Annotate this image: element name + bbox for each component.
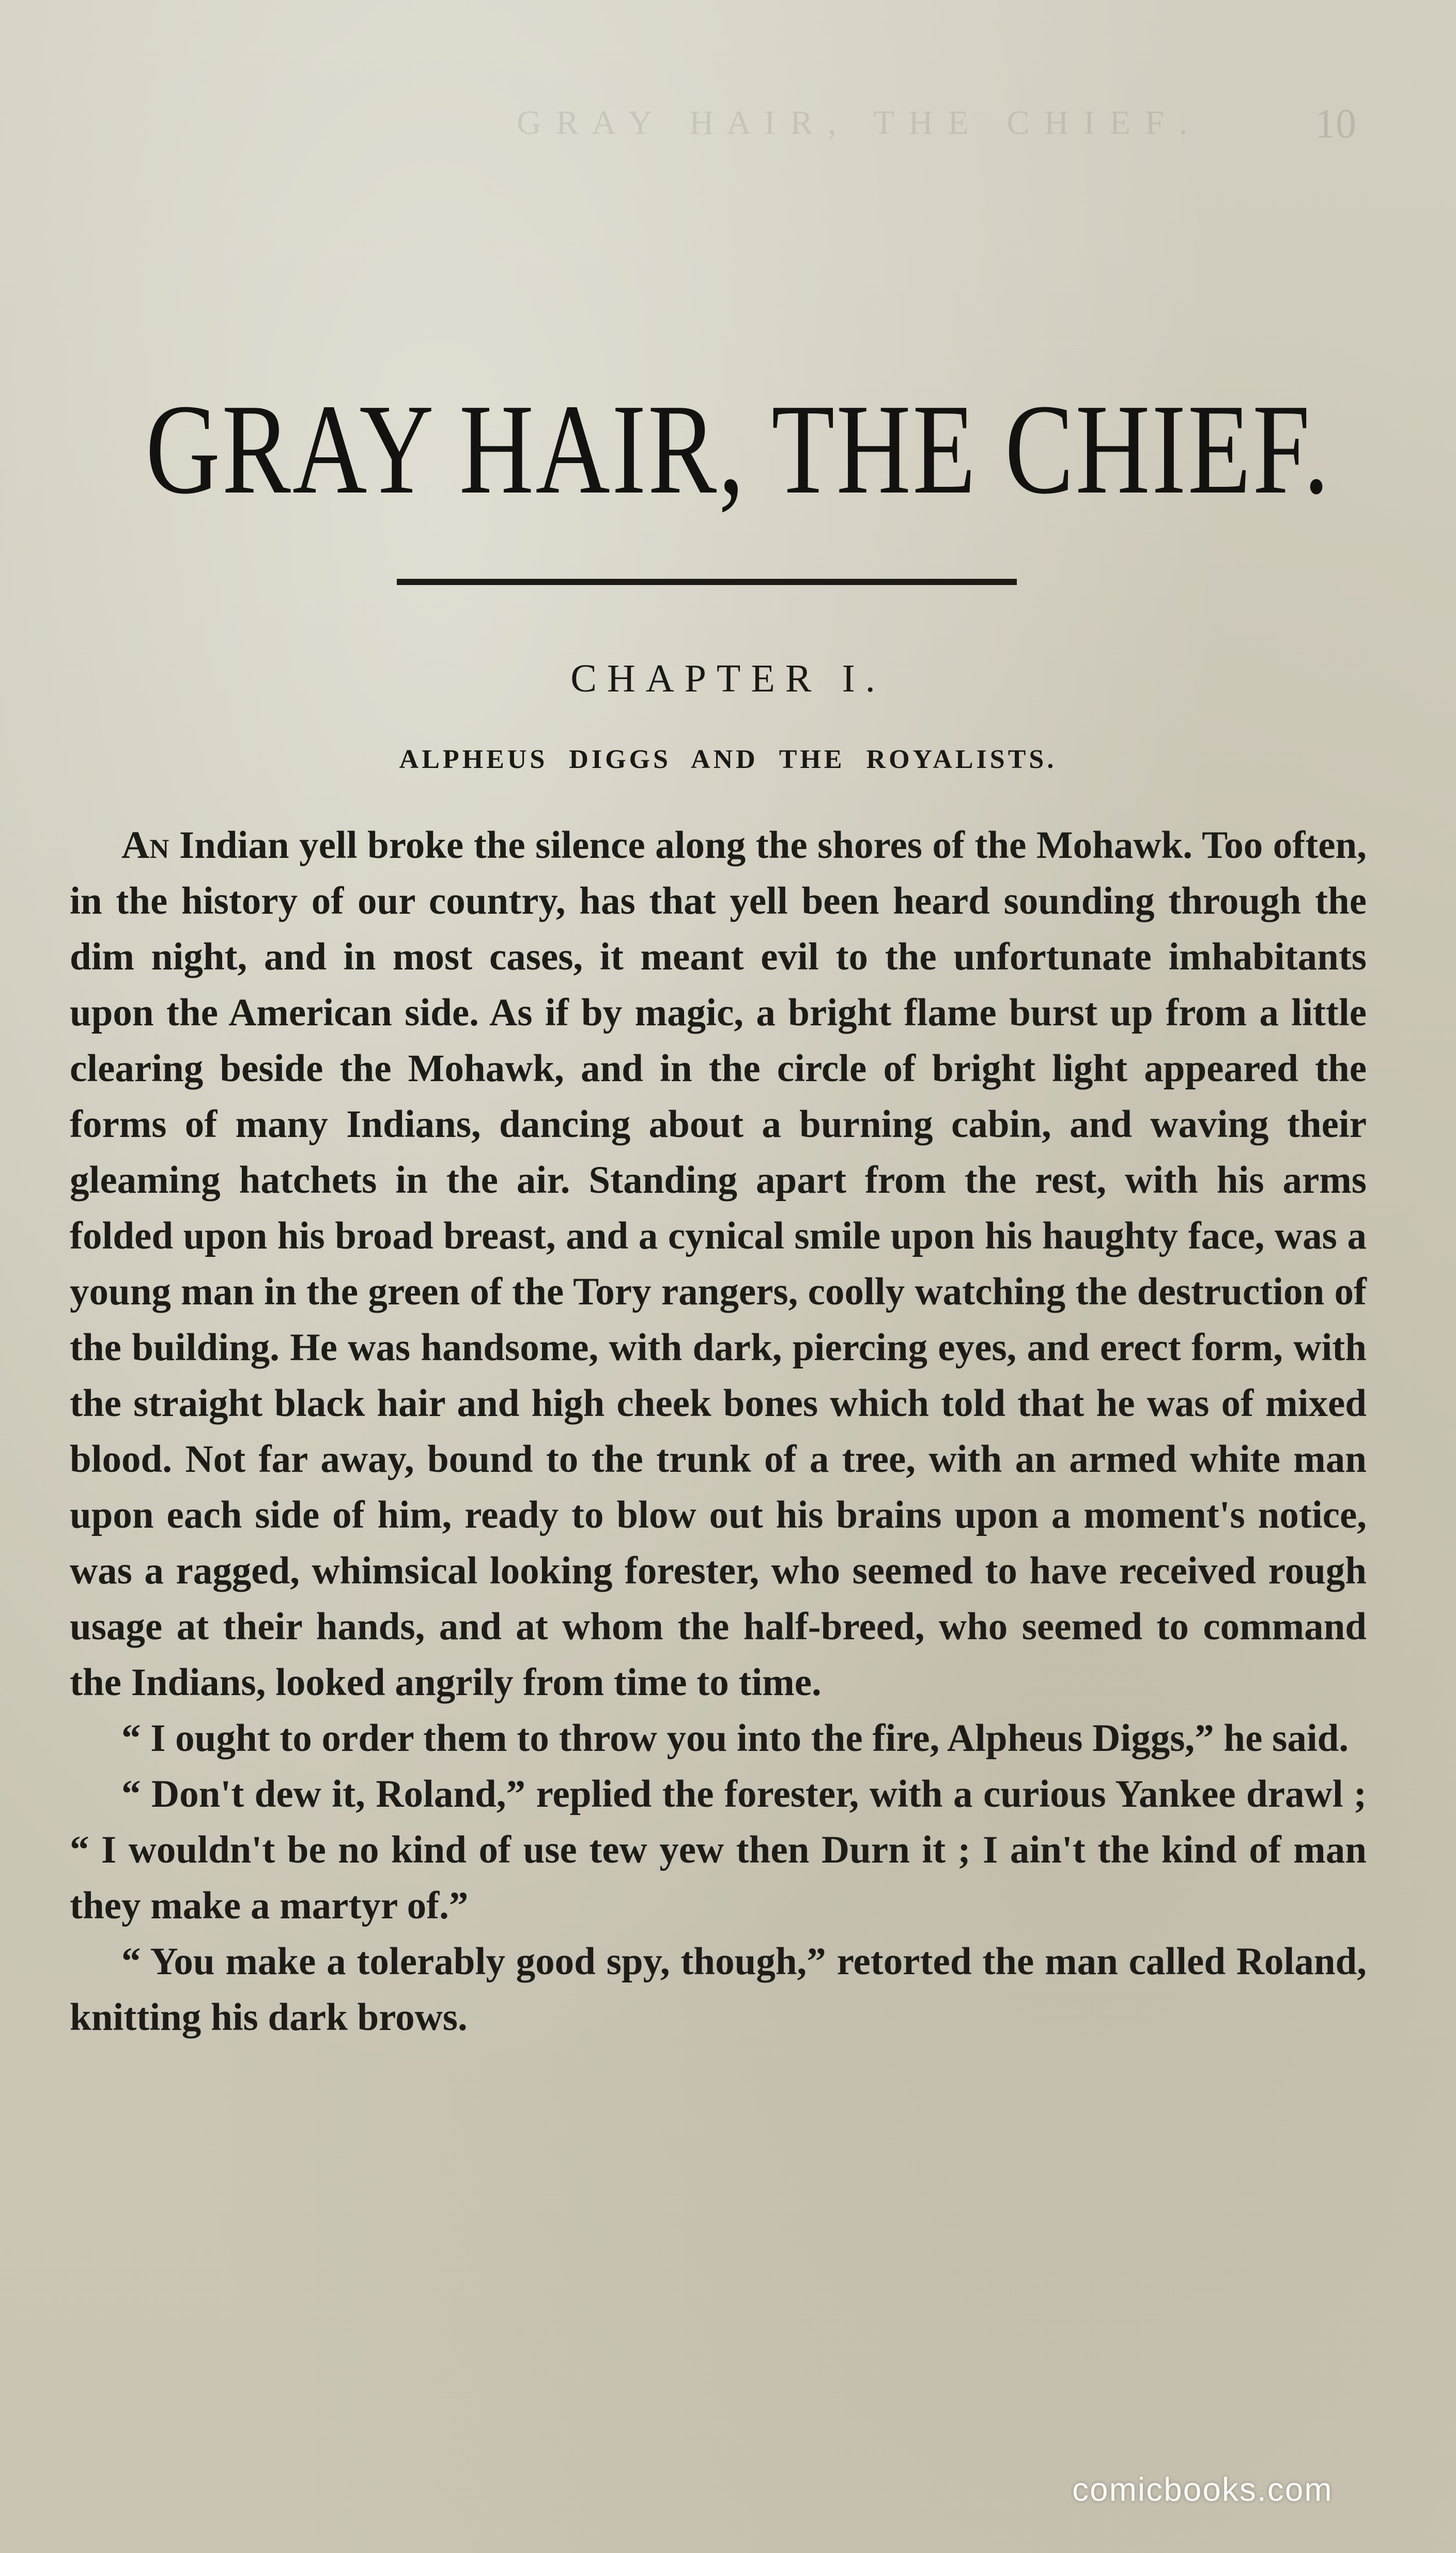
watermark: comicbooks.com <box>1072 2471 1333 2508</box>
paragraph-text: Indian yell broke the silence along the shores of the Mohawk. Too often, in the history of our country, has that yell been heard sounding through the dim night, and in most cases, it meant evil to the unfortunate imhabitants upon the American side. As if by magic, a bright flame burst up from a little clearing beside the Mohawk, and in the circle of bright light appeared the forms of many Indians, dancing about a burning cabin, and waving their gleaming hatchets in the air. Standing apart from the rest, with his arms folded upon his broad breast, and a cynical smile upon his haughty face, was a young man in the green of the Tory rangers, coolly watching the destruction of the building. He was handsome, with dark, piercing eyes, and erect form, with the straight black hair and high cheek bones which told that he was of mixed blood. Not far away, bound to the trunk of a tree, with an armed white man upon each side of him, ready to blow out his brains upon a moment's notice, was a ragged, whimsical looking forester, who seemed to have received rough usage at their hands, and at whom the half-breed, who seemed to command the Indians, looked angrily from time to time. <box>70 824 1367 1704</box>
paragraph-lead-word: An <box>121 824 169 867</box>
book-title: GRAY HAIR, THE CHIEF. <box>145 378 1331 521</box>
title-rule <box>397 579 1017 585</box>
paragraph <box>70 818 1367 1711</box>
paragraph <box>70 1934 1367 2046</box>
chapter-subtitle: ALPHEUS DIGGS AND THE ROYALISTS. <box>399 745 1057 774</box>
chapter-heading: CHAPTER I. <box>570 657 886 700</box>
paragraph-text: “ I ought to order them to throw you into the fire, Alpheus Diggs,” he said. <box>121 1717 1349 1760</box>
paragraph-text: “ You make a tolerably good spy, though,” retorted the man called Roland, knitting his dark brows. <box>70 1940 1367 2039</box>
bleed-through-page-number: 10 <box>1315 101 1356 147</box>
bleed-through-header: G R A Y H A I R , T H E C H I E F . <box>517 104 1190 142</box>
paragraph <box>70 1711 1367 1766</box>
paragraph-text: “ Don't dew it, Roland,” replied the forester, with a curious Yankee drawl ; “ I wouldn't be no kind of use tew yew then Durn it ; I ain't the kind of man they make a martyr of.” <box>70 1773 1367 1927</box>
chapter-body <box>70 818 1367 2046</box>
paragraph <box>70 1766 1367 1934</box>
